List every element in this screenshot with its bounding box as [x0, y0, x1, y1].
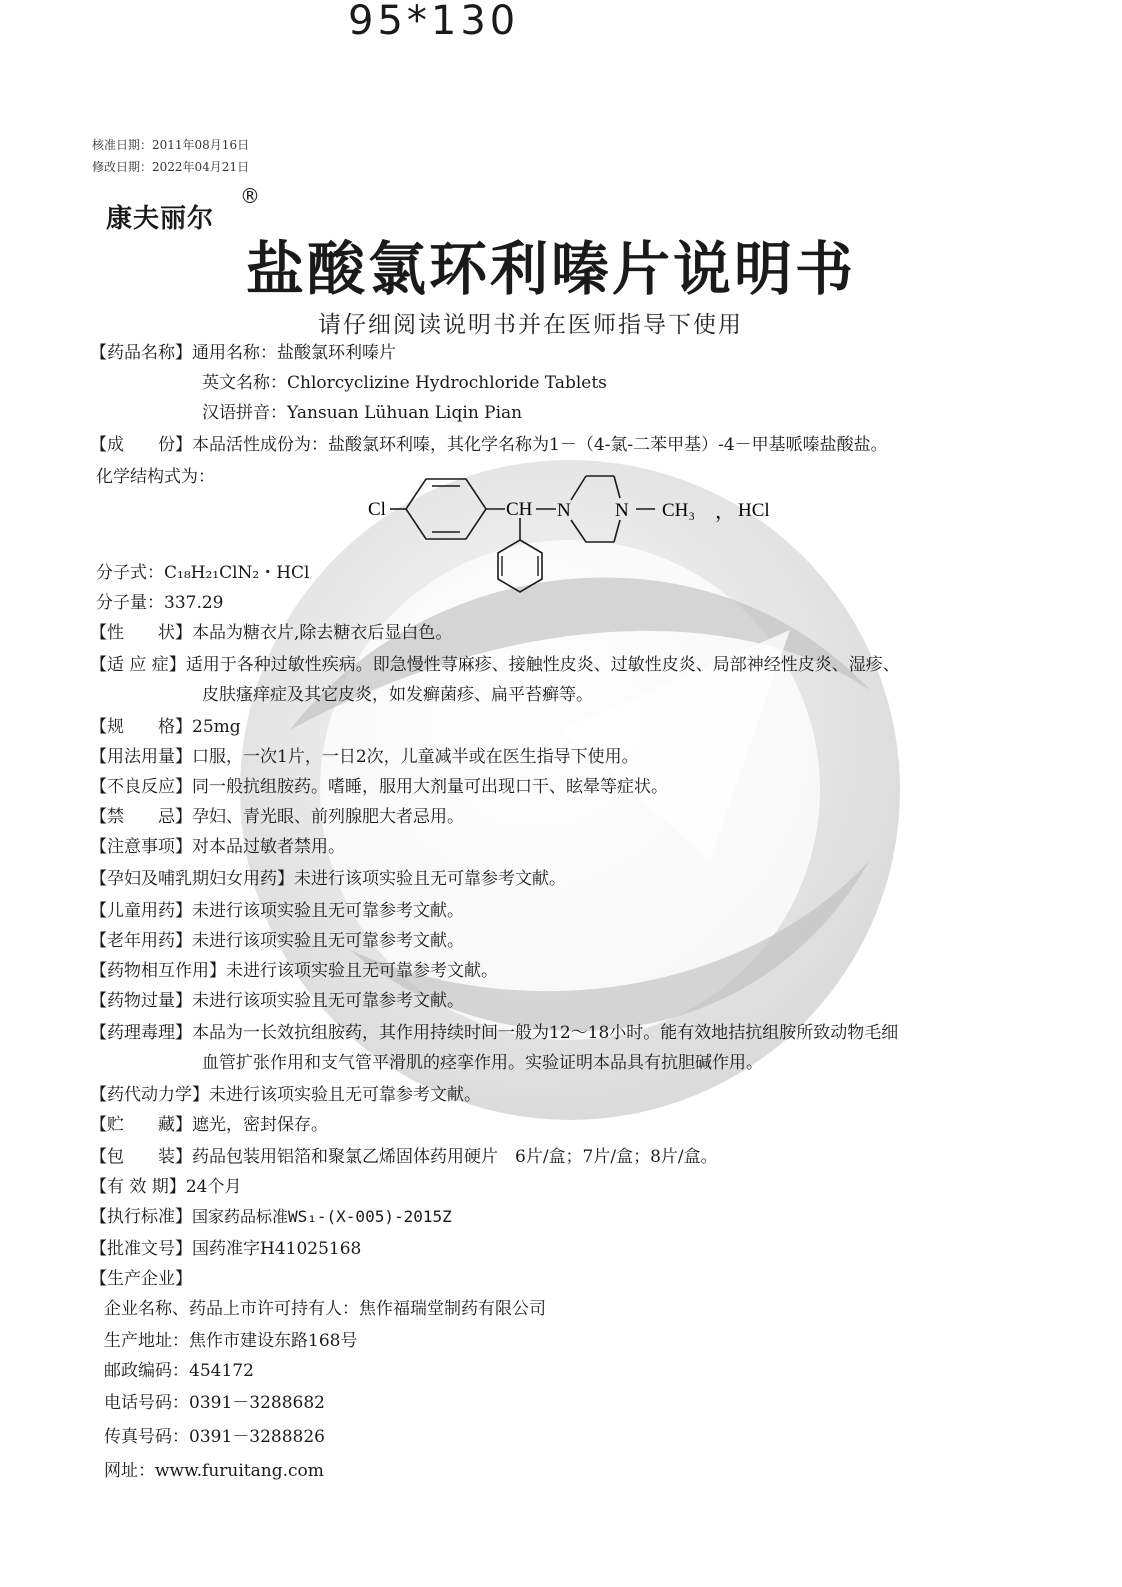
manufacturer-address: 生产地址：焦作市建设东路168号: [104, 1331, 358, 1351]
composition-text: 本品活性成份为：盐酸氯环利嗪，其化学名称为1－（4-氯-二苯甲基）-4－甲基哌嗪盐酸盐。: [192, 435, 888, 455]
generic-name: 通用名称：盐酸氯环利嗪片: [192, 343, 396, 363]
chemical-structure: [360, 468, 800, 618]
section-text: 同一般抗组胺药。嗜睡，服用大剂量可出现口干、眩晕等症状。: [192, 777, 668, 797]
registered-mark: ®: [240, 184, 260, 208]
section-label: 【执行标准】: [90, 1207, 192, 1227]
section-standard: [90, 1202, 1050, 1232]
section-precautions: [90, 832, 1050, 862]
section-text: 遮光，密封保存。: [192, 1115, 328, 1135]
approval-date: 核准日期：2011年08月16日: [92, 138, 250, 152]
section-text-continued: 血管扩张作用和支气管平滑肌的痉挛作用。实验证明本品具有抗胆碱作用。: [202, 1053, 763, 1073]
structure-n1: N: [557, 500, 571, 521]
section-label: 【药理毒理】: [90, 1023, 192, 1043]
section-label: 【药品名称】: [90, 343, 192, 363]
section-label: 【规 格】: [90, 717, 192, 737]
section-label: 【有 效 期】: [90, 1177, 186, 1197]
section-geriatric: [90, 926, 1050, 956]
page-size-code: 95*130: [348, 0, 520, 44]
document-title: 盐酸氯环利嗪片说明书: [246, 235, 857, 303]
manufacturer-phone: 电话号码：0391－3288682: [104, 1393, 325, 1413]
structure-ch: CH: [506, 499, 533, 520]
section-text: 未进行该项实验且无可靠参考文献。: [192, 931, 464, 951]
structure-hcl: HCl: [738, 500, 770, 521]
section-label: 【批准文号】: [90, 1239, 192, 1259]
section-pediatric: [90, 896, 1050, 926]
structure-ch3: CH₃: [662, 500, 696, 521]
section-label: 【禁 忌】: [90, 807, 192, 827]
section-interactions: [90, 956, 1050, 986]
section-label: 【包 装】: [90, 1147, 192, 1167]
section-indications: [90, 650, 1050, 680]
section-text-continued: 皮肤瘙痒症及其它皮炎，如发癣菌疹、扁平苔癣等。: [202, 685, 593, 705]
section-text: 25mg: [192, 717, 241, 737]
manufacturer-website: 网址：www.furuitang.com: [104, 1461, 324, 1481]
section-packaging: [90, 1142, 1050, 1172]
section-storage: [90, 1110, 1050, 1140]
section-manufacturer: [90, 1264, 1050, 1294]
structure-label: 化学结构式为：: [96, 467, 215, 487]
section-label: 【贮 藏】: [90, 1115, 192, 1135]
section-dosage: [90, 742, 1050, 772]
section-label: 【药代动力学】: [90, 1085, 209, 1105]
section-label: 【注意事项】: [90, 837, 192, 857]
section-text: 未进行该项实验且无可靠参考文献。: [294, 869, 566, 889]
section-contraindications: [90, 802, 1050, 832]
section-text: 本品为一长效抗组胺药，其作用持续时间一般为12～18小时。能有效地拮抗组胺所致动物毛细: [192, 1023, 899, 1043]
section-label: 【性 状】: [90, 623, 192, 643]
revision-date: 修改日期：2022年04月21日: [92, 160, 250, 174]
section-text: 孕妇、青光眼、前列腺肥大者忌用。: [192, 807, 464, 827]
section-adverse-reactions: [90, 772, 1050, 802]
pinyin-name: 汉语拼音：Yansuan Lühuan Liqin Pian: [202, 403, 523, 423]
manufacturer-name: 企业名称、药品上市许可持有人：焦作福瑞堂制药有限公司: [104, 1299, 546, 1319]
section-text: 国家药品标准WS₁-(X-005)-2015Z: [192, 1207, 452, 1226]
section-pharmacokinetics: [90, 1080, 1050, 1110]
section-text: 适用于各种过敏性疾病。即急慢性荨麻疹、接触性皮炎、过敏性皮炎、局部神经性皮炎、湿疹、: [185, 655, 900, 675]
section-label: 【生产企业】: [90, 1269, 192, 1289]
section-pregnancy: [90, 864, 1050, 894]
section-text: 对本品过敏者禁用。: [192, 837, 345, 857]
molecular-formula: 分子式：C₁₈H₂₁ClN₂・HCl: [96, 563, 310, 583]
section-text: 24个月: [185, 1177, 242, 1197]
section-label: 【成 份】: [90, 435, 192, 455]
section-text: 未进行该项实验且无可靠参考文献。: [192, 991, 464, 1011]
section-text: 国药准字H41025168: [192, 1239, 362, 1259]
section-text: 口服，一次1片，一日2次，儿童减半或在医生指导下使用。: [192, 747, 639, 767]
structure-cl: Cl: [368, 499, 386, 520]
document-subtitle: 请仔细阅读说明书并在医师指导下使用: [318, 312, 743, 338]
brand-name: 康夫丽尔: [106, 204, 215, 234]
structure-n2: N: [615, 500, 629, 521]
section-drug-name: [90, 338, 1050, 368]
section-text: 未进行该项实验且无可靠参考文献。: [226, 961, 498, 981]
section-strength: [90, 712, 1050, 742]
section-text: 药品包装用铝箔和聚氯乙烯固体药用硬片 6片/盒；7片/盒；8片/盒。: [192, 1147, 718, 1167]
section-shelf-life: [90, 1172, 1050, 1202]
section-approval-number: [90, 1234, 1050, 1264]
section-appearance: [90, 618, 1050, 648]
section-label: 【老年用药】: [90, 931, 192, 951]
section-text: 本品为糖衣片,除去糖衣后显白色。: [192, 623, 453, 643]
english-name: 英文名称：Chlorcyclizine Hydrochloride Tablets: [202, 373, 607, 393]
section-label: 【不良反应】: [90, 777, 192, 797]
section-pharmacology: [90, 1018, 1050, 1048]
section-label: 【用法用量】: [90, 747, 192, 767]
structure-comma: ，: [715, 501, 735, 523]
section-text: 未进行该项实验且无可靠参考文献。: [192, 901, 464, 921]
manufacturer-fax: 传真号码：0391－3288826: [104, 1427, 325, 1447]
section-overdose: [90, 986, 1050, 1016]
molecular-weight: 分子量：337.29: [96, 593, 224, 613]
section-label: 【适 应 症】: [90, 655, 186, 675]
section-label: 【孕妇及哺乳期妇女用药】: [90, 869, 294, 889]
section-text: 未进行该项实验且无可靠参考文献。: [209, 1085, 481, 1105]
manufacturer-postcode: 邮政编码：454172: [104, 1361, 254, 1381]
section-label: 【儿童用药】: [90, 901, 192, 921]
section-label: 【药物相互作用】: [90, 961, 226, 981]
section-composition: [90, 430, 1050, 460]
section-label: 【药物过量】: [90, 991, 192, 1011]
